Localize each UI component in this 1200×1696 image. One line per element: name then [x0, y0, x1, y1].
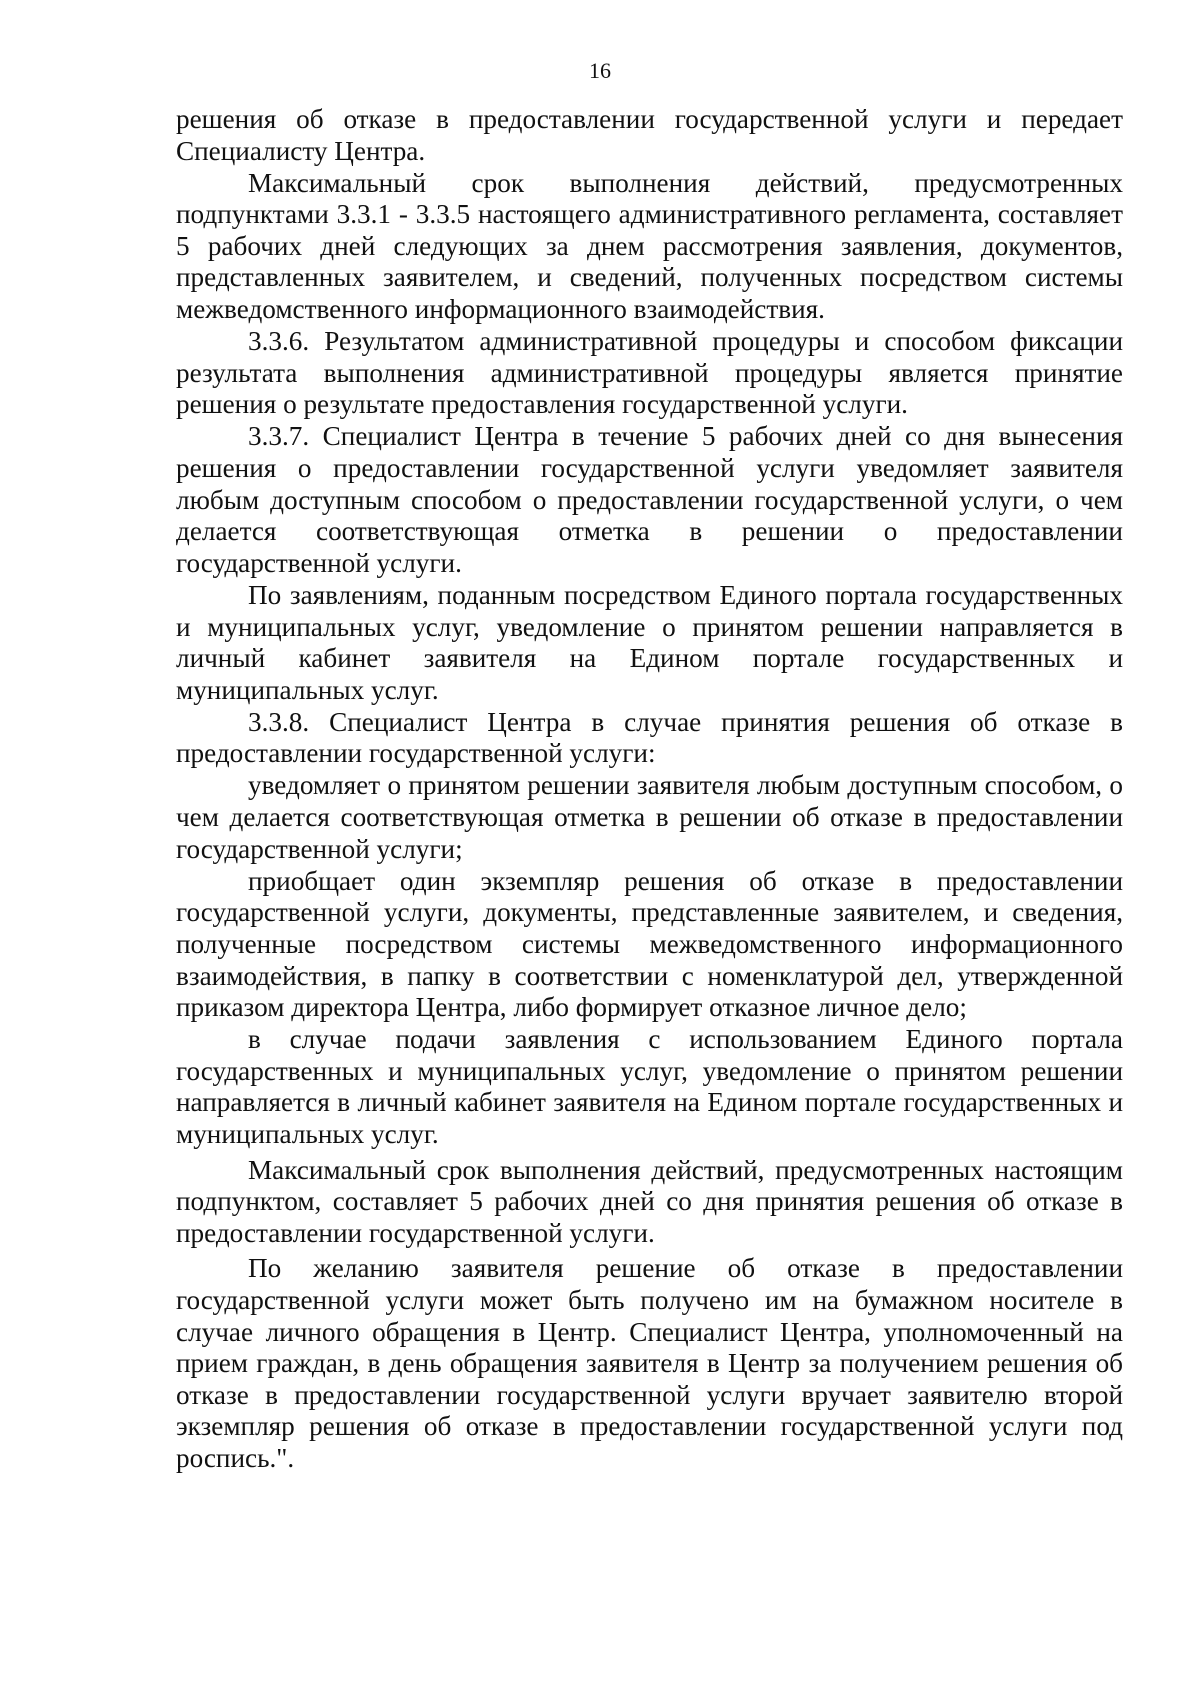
paragraph-3-3-6: 3.3.6. Результатом административной процедуры и способом фиксации результата выполнения административной процедуры является принятие решения о результате предоставления государственной услуги. [176, 326, 1123, 420]
paragraph-max-term-3-3-1-3-3-5: Максимальный срок выполнения действий, предусмотренных подпунктами 3.3.1 - 3.3.5 настоящего административного регламента, составляет 5 рабочих дней следующих за днем рассмотрения заявления, документов, представленных заявителем, и сведений, полученных посредством системы межведомственного информационного взаимодействия. [176, 167, 1123, 325]
document-body [176, 104, 1123, 1475]
page-number: 16 [589, 58, 611, 83]
paragraph-attach-copy: приобщает один экземпляр решения об отказе в предоставлении государственной услуги, документы, представленные заявителем, и сведения, полученные посредством системы межведомственного информационного взаимодействия, в папку в соответствии с номенклатурой дел, утвержденной приказом директора Центра, либо формирует отказное личное дело; [176, 865, 1123, 1023]
paragraph-notify-refusal: уведомляет о принятом решении заявителя любым доступным способом, о чем делается соответствующая отметка в решении об отказе в предоставлении государственной услуги; [176, 770, 1123, 864]
paragraph-portal-notification: в случае подачи заявления с использованием Единого портала государственных и муниципальных услуг, уведомление о принятом решении направляется в личный кабинет заявителя на Едином портале государственных и муниципальных услуг. [176, 1024, 1123, 1149]
paragraph-paper-copy: По желанию заявителя решение об отказе в предоставлении государственной услуги может быть получено им на бумажном носителе в случае личного обращения в Центр. Специалист Центра, уполномоченный на прием граждан, в день обращения заявителя в Центр за получением решения об отказе в предоставлении государственной услуги вручает заявителю второй экземпляр решения об отказе в предоставлении государственной услуги под роспись.". [176, 1253, 1123, 1473]
paragraph-continuation: решения об отказе в предоставлении государственной услуги и передает Специалисту Центра. [176, 104, 1123, 166]
paragraph-3-3-7: 3.3.7. Специалист Центра в течение 5 рабочих дней со дня вынесения решения о предоставлении государственной услуги уведомляет заявителя любым доступным способом о предоставлении государственной услуги, о чем делается соответствующая отметка в решении о предоставлении государственной услуги. [176, 421, 1123, 578]
paragraph-3-3-8: 3.3.8. Специалист Центра в случае принятия решения об отказе в предоставлении государственной услуги: [176, 706, 1123, 769]
paragraph-portal-applications: По заявлениям, поданным посредством Единого портала государственных и муниципальных услуг, уведомление о принятом решении направляется в личный кабинет заявителя на Едином портале государственных и муниципальных услуг. [176, 579, 1123, 705]
paragraph-max-term-subitem: Максимальный срок выполнения действий, предусмотренных настоящим подпунктом, составляет 5 рабочих дней со дня принятия решения об отказе в предоставлении государственной услуги. [176, 1154, 1123, 1248]
